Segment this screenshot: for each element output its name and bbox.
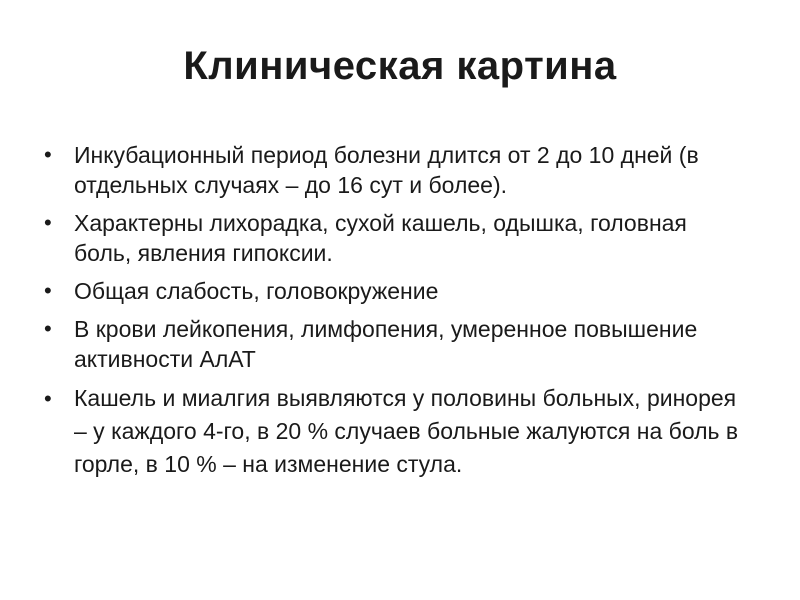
bullet-weakness: • Общая слабость, головокружение: [44, 276, 744, 306]
bullet-incubation: • Инкубационный период болезни длится от 2 до 10 дней (в отдельных случаях – до 16 сут и более).: [44, 140, 744, 200]
bullet-symptoms: • Характерны лихорадка, сухой кашель, одышка, головная боль, явления гипоксии.: [44, 208, 744, 268]
slide-title: Клиническая картина: [183, 44, 617, 88]
bullet-list: [44, 140, 744, 489]
bullet-cough: • Кашель и миалгия выявляются у половины больных, ринорея – у каждого 4-го, в 20 % случаев больные жалуются на боль в горле, в 10 % – на изменение стула.: [44, 382, 744, 481]
bullet-blood: • В крови лейкопения, лимфопения, умеренное повышение активности АлАТ: [44, 314, 744, 374]
